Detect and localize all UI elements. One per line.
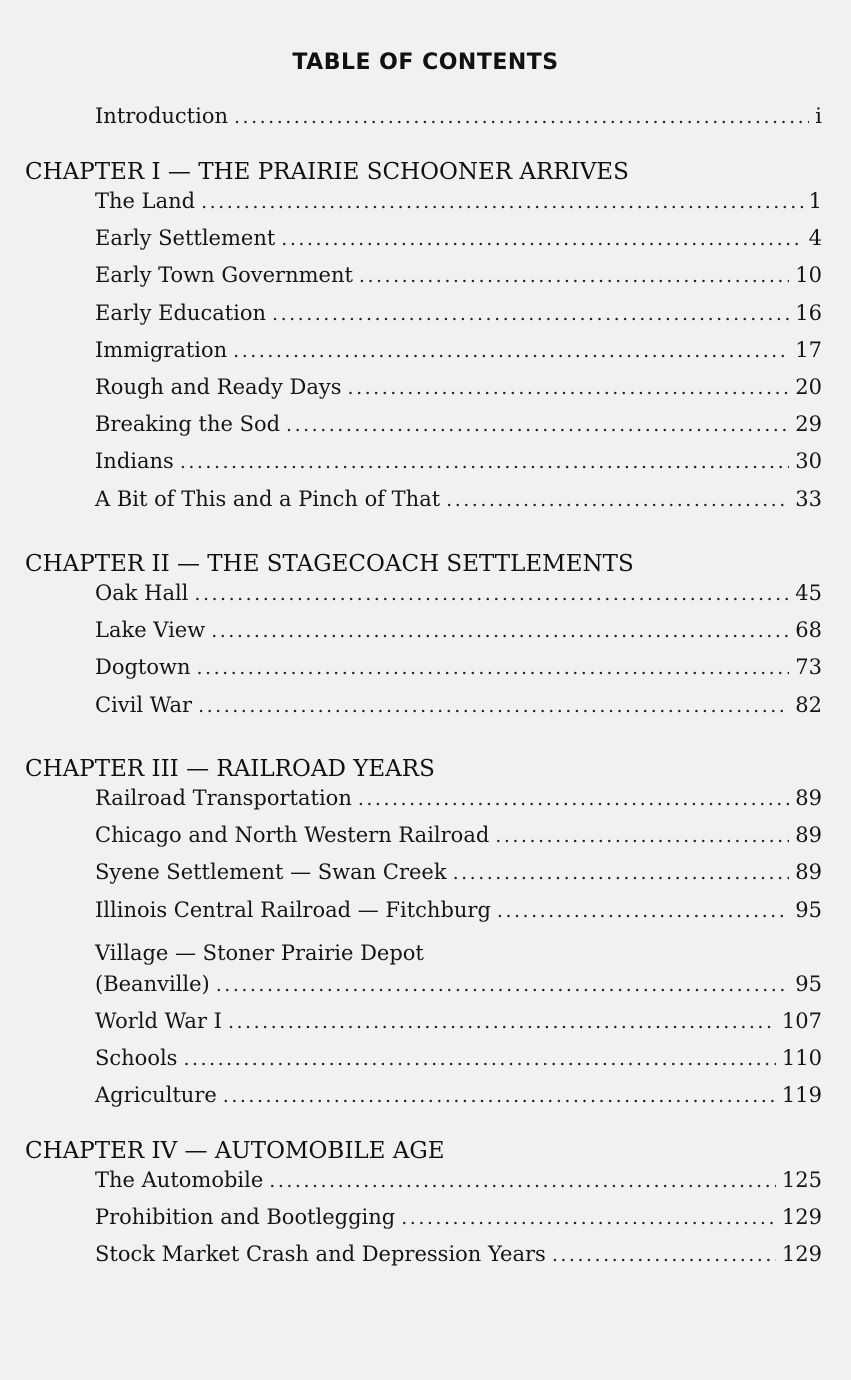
entry-page-number: 107 xyxy=(781,1008,822,1033)
toc-entry[interactable] xyxy=(95,618,822,655)
entry-page-number: 45 xyxy=(795,581,822,605)
entry-label: The Land xyxy=(95,189,196,213)
entry-page-number: 82 xyxy=(795,692,822,717)
toc-entry[interactable] xyxy=(95,301,822,338)
dot-leader xyxy=(180,451,789,473)
dot-leader xyxy=(281,228,802,250)
toc-entry[interactable] xyxy=(95,487,822,524)
entry-label: A Bit of This and a Pinch of That xyxy=(95,486,441,511)
toc-entry[interactable] xyxy=(95,1168,822,1205)
entry-label: Introduction xyxy=(95,104,228,128)
chapter-4 xyxy=(0,1134,851,1280)
entry-label: Early Town Government xyxy=(95,263,353,288)
entry-label: Indians xyxy=(95,449,174,474)
chapter-1 xyxy=(0,155,851,524)
entry-continuation xyxy=(95,972,822,1009)
entry-page-number: 10 xyxy=(795,263,822,288)
toc-entry[interactable] xyxy=(95,104,822,141)
dot-leader xyxy=(198,695,789,717)
dot-leader xyxy=(358,788,789,810)
entry-label-continued: (Beanville) xyxy=(95,971,210,996)
entry-page-number: 119 xyxy=(781,1083,822,1108)
toc-entry[interactable] xyxy=(95,412,822,449)
entry-label: Oak Hall xyxy=(95,581,189,605)
entry-label: Syene Settlement — Swan Creek xyxy=(95,860,447,885)
toc-entry[interactable] xyxy=(95,693,822,730)
entry-label: Lake View xyxy=(95,618,206,643)
toc-entry[interactable] xyxy=(95,449,822,486)
dot-leader xyxy=(223,1085,776,1107)
toc-entry[interactable] xyxy=(95,581,822,618)
entry-page-number: 4 xyxy=(808,226,822,251)
entry-page-number: 110 xyxy=(781,1045,822,1070)
toc-entry[interactable] xyxy=(95,1242,822,1279)
entry-label: Early Settlement xyxy=(95,226,276,251)
dot-leader xyxy=(194,583,789,605)
dot-leader xyxy=(446,489,789,511)
entry-page-number: 89 xyxy=(795,823,822,848)
toc-entry[interactable] xyxy=(95,1083,822,1120)
dot-leader xyxy=(228,1011,776,1033)
dot-leader xyxy=(272,303,789,325)
entry-label: Dogtown xyxy=(95,655,191,680)
chapter-heading: CHAPTER IV — AUTOMOBILE AGE xyxy=(25,1138,445,1164)
entry-label: Agriculture xyxy=(95,1083,217,1108)
entry-label: World War I xyxy=(95,1008,222,1033)
entry-page-number: 95 xyxy=(795,897,822,922)
chapter-3 xyxy=(0,752,851,1120)
chapter-2 xyxy=(0,547,851,730)
toc-entry[interactable] xyxy=(95,263,822,300)
chapter-heading: CHAPTER III — RAILROAD YEARS xyxy=(25,756,435,782)
chapter-entries xyxy=(95,189,822,524)
chapter-entries xyxy=(95,786,822,1120)
entry-label: Railroad Transportation xyxy=(95,786,352,810)
entry-page-number: 95 xyxy=(795,971,822,996)
entry-label: Schools xyxy=(95,1045,178,1070)
toc-entry[interactable] xyxy=(95,860,822,897)
toc-entry[interactable] xyxy=(95,655,822,692)
dot-leader xyxy=(348,377,790,399)
entry-page-number: i xyxy=(815,104,822,128)
entry-page-number: 73 xyxy=(795,655,822,680)
chapter-entries xyxy=(95,581,822,730)
entry-label: Civil War xyxy=(95,692,193,717)
dot-leader xyxy=(269,1170,776,1192)
entry-page-number: 17 xyxy=(795,337,822,362)
dot-leader xyxy=(286,414,789,436)
entry-label: Breaking the Sod xyxy=(95,412,281,437)
toc-entry[interactable] xyxy=(95,898,822,935)
toc-entry[interactable] xyxy=(95,1205,822,1242)
entry-label: Chicago and North Western Railroad xyxy=(95,823,490,848)
entry-page-number: 29 xyxy=(795,412,822,437)
entry-page-number: 89 xyxy=(795,786,822,810)
entry-page-number: 129 xyxy=(781,1242,822,1267)
entry-page-number: 30 xyxy=(795,449,822,474)
dot-leader xyxy=(453,862,790,884)
dot-leader xyxy=(183,1048,775,1070)
chapter-heading: CHAPTER II — THE STAGECOACH SETTLEMENTS xyxy=(25,551,634,577)
entry-page-number: 129 xyxy=(781,1205,822,1230)
entry-page-number: 33 xyxy=(795,486,822,511)
dot-leader xyxy=(201,191,803,213)
entry-page-number: 20 xyxy=(795,374,822,399)
entry-label: Stock Market Crash and Depression Years xyxy=(95,1242,546,1267)
toc-entry[interactable] xyxy=(95,375,822,412)
toc-entry[interactable] xyxy=(95,935,822,1009)
dot-leader xyxy=(233,340,789,362)
entry-page-number: 68 xyxy=(795,618,822,643)
dot-leader xyxy=(552,1244,776,1266)
toc-entry[interactable] xyxy=(95,189,822,226)
entry-label: Prohibition and Bootlegging xyxy=(95,1205,396,1230)
entry-page-number: 1 xyxy=(808,189,822,213)
dot-leader xyxy=(359,265,789,287)
toc-entry[interactable] xyxy=(95,1009,822,1046)
dot-leader xyxy=(234,106,809,128)
entry-label: Rough and Ready Days xyxy=(95,374,342,399)
entry-label: Illinois Central Railroad — Fitchburg xyxy=(95,897,491,922)
dot-leader xyxy=(211,620,789,642)
dot-leader xyxy=(401,1207,776,1229)
dot-leader xyxy=(497,900,789,922)
toc-entry[interactable] xyxy=(95,338,822,375)
chapter-heading: CHAPTER I — THE PRAIRIE SCHOONER ARRIVES xyxy=(25,159,629,185)
toc-entry[interactable] xyxy=(95,226,822,263)
dot-leader xyxy=(216,974,790,996)
toc-entry[interactable] xyxy=(95,1046,822,1083)
entry-page-number: 89 xyxy=(795,860,822,885)
toc-entry-introduction[interactable] xyxy=(95,104,822,141)
entry-label: Village — Stoner Prairie Depot xyxy=(95,940,424,965)
entry-label: The Automobile xyxy=(95,1168,264,1192)
entry-label: Early Education xyxy=(95,300,267,325)
dot-leader xyxy=(197,657,790,679)
chapter-entries xyxy=(95,1168,822,1280)
toc-entry[interactable] xyxy=(95,823,822,860)
dot-leader xyxy=(495,825,789,847)
toc-entry[interactable] xyxy=(95,786,822,823)
page-title: TABLE OF CONTENTS xyxy=(292,50,559,75)
entry-label: Immigration xyxy=(95,337,228,362)
entry-page-number: 125 xyxy=(781,1168,822,1192)
entry-page-number: 16 xyxy=(795,300,822,325)
